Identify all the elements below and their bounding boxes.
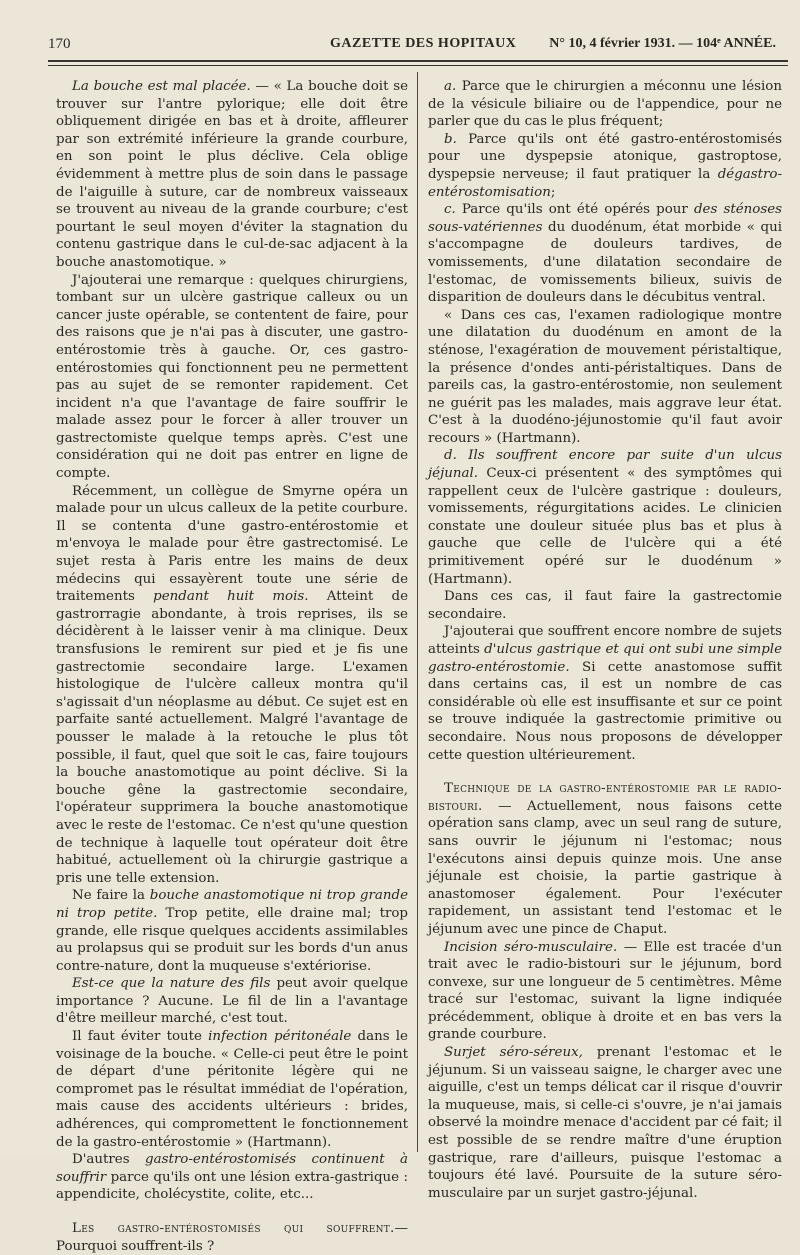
section-lead: La bouche est mal placée. [72, 79, 251, 94]
header-rule [48, 60, 788, 62]
section-heading: Technique de la gastro-entérostomie par le radio-bistouri. [428, 781, 782, 814]
column-divider [417, 72, 418, 1152]
paragraph-text: D'autres [72, 1152, 146, 1168]
paragraph-text: Ne faire la [72, 888, 150, 904]
paragraph: « Dans ces cas, l'examen radiologique montre une dilatation du duodénum en amont de la sténose, l'exagération de mouvement péristaltique, la présence d'ondes anti-péristaltiques. Dans de pareils cas, la gastro-entérostomie, non seulement ne guérit pas les malades, mais aggrave leur état. C'est à la duodéno-jéjunostomie qu'il faut avoir recours » (Hartmann). [428, 307, 782, 446]
paragraph-text: — « La bouche doit se trouver sur l'antre pylorique; elle doit être obliquement dirigée en bas et à droite, affleurer par son extrémité inférieure la grande courbure, en son point le plus déclive. Cela oblige évidemment à mettre plus de soin dans le passage de l'aiguille à suture, car de nombreux vaisseaux se trouvent au niveau de la grande courbure; c'est pourtant le seul moyen d'éviter la stagnation du contenu gastrique dans le cul-de-sac adjacent à la bouche anastomotique. » [56, 79, 408, 270]
page-header [48, 34, 788, 58]
paragraph [56, 483, 408, 888]
emphasis: dégastro-entérostomisation [428, 166, 782, 200]
paragraph-text: Atteint de gastrorragie abondante, à trois reprises, ils se décidèrent à le laisser venir à ma clinique. Deux transfusions le remirent sur pied et je fis une gastrectomie secondaire large. L'examen histologique de l'ulcère calleux montra qu'il s'agissait d'un néoplasme au début. Ce sujet est en parfaite santé actuellement. Malgré l'avantage de pousser le malade à la retouche le plus tôt possible, il faut, quel que soit le cas, faire toujours la bouche anastomotique au point déclive. Si la bouche gêne la gastrectomie secondaire, l'opérateur supprimera la bouche anastomotique avec le reste de l'estomac. Ce n'est qu'une question de technique à laquelle tout opérateur doit être habitué, actuellement où la chirurgie gastrique a pris une telle extension. [56, 589, 409, 886]
paragraph [56, 78, 408, 272]
paragraph [56, 1151, 408, 1204]
emphasis: bouche anastomotique ni trop grande ni trop petite. [56, 888, 408, 921]
paragraph [56, 975, 408, 1028]
emphasis: Incision séro-musculaire. [444, 939, 618, 955]
page-number: 170 [48, 36, 71, 52]
list-marker: c. [444, 202, 456, 218]
paragraph-text: prenant l'estomac et le jéjunum. Si un vaisseau saigne, le charger avec une aiguille, c'est un temps délicat car il risque d'ouvrir la muqueuse, mais, si celle-ci s'ouvre, je n'ai jamais observé la moindre menace d'accident par cé fait; il est possible de se rendre maître d'une éruption gastrique, rare d'ailleurs, puisque l'estomac a toujours été lavé. Poursuite de la suture séro-musculaire par un surjet gastro-jéjunal. [428, 1045, 782, 1201]
paragraph-text: ; [550, 184, 556, 200]
paragraph-text: Si cette anastomose suffit dans certains cas, il est un nombre de cas considérable où elle est insuffisante et sur ce point se trouve indiquée la gastrectomie primitive ou secondaire. Nous nous proposons de développer cette question ultérieurement. [428, 659, 782, 763]
paragraph-text: dans le voisinage de la bouche. « Celle-ci peut être le point de départ d'une péritonite légère qui ne compromet pas le résultat immédiat de l'opération, mais cause des accidents ultérieurs : brides, adhérences, qui compromettent le fonctionnement de la gastro-entérostomie » (Hartmann). [56, 1029, 408, 1150]
emphasis: Est-ce que la nature des fils [72, 976, 271, 992]
paragraph-text: Parce qu'ils ont été opérés pour [455, 202, 694, 218]
paragraph-text: du duodénum, état morbide « qui s'accompagne de douleurs tardives, de vomissements, d'une dilatation secondaire de l'estomac, de vomissements bilieux, suivis de disparition de douleurs dans le décubitus ventral. [428, 219, 782, 306]
paragraph-text: — Actuellement, nous faisons cette opération sans clamp, avec un seul rang de suture, sans ouvrir le jéjunum ni l'estomac; nous l'exécutons ainsi depuis quinze mois. Une anse jéjunale est choisie, la partie gastrique à anastomoser également. Pour l'exécuter rapidement, un assistant tend l'estomac et le jéjunum avec une pince de Chaput. [428, 798, 782, 937]
list-marker: b. [444, 131, 457, 147]
emphasis: gastro-entérostomisés continuent à souffrir [56, 1152, 408, 1185]
paragraph-text: J'ajouterai que souffrent encore nombre de sujets atteints [428, 624, 782, 657]
paragraph-text: Parce que le chirurgien a méconnu une lésion de la vésicule biliaire ou de l'appendice, pour ne parler que du cas le plus fréquent; [428, 79, 782, 130]
emphasis: d. Ils souffrent encore par suite d'un ulcus jéjunal. [428, 448, 782, 482]
paragraph [428, 201, 782, 307]
header-rule-thin [48, 65, 788, 66]
paragraph-text: Il faut éviter toute [72, 1029, 209, 1045]
section-heading: Les gastro-entérostomisés qui souffrent. [72, 1221, 395, 1236]
paragraph-text: Trop petite, elle draine mal; trop grande, elle risque quelques accidents assimilables au prolapsus qui se produit sur les bords d'un anus contre-nature, dont la muqueuse s'extériorise. [56, 905, 408, 974]
list-marker: a. [444, 79, 457, 94]
paragraph-text: parce qu'ils ont une lésion extra-gastrique : appendicite, cholécystite, colite, etc... [56, 1169, 408, 1203]
paragraph [428, 78, 782, 131]
emphasis: des sténoses sous-vatériennes [428, 202, 782, 235]
emphasis: d'ulcus gastrique et qui ont subi une simple gastro-entérostomie. [428, 642, 782, 675]
journal-title: GAZETTE DES HOPITAUX [330, 36, 517, 51]
paragraph [428, 447, 782, 588]
paragraph [428, 1044, 782, 1202]
paragraph: Dans ces cas, il faut faire la gastrectomie secondaire. [428, 589, 782, 622]
paragraph [56, 1028, 408, 1151]
paragraph-text: — Pourquoi souffrent-ils ? [56, 1221, 408, 1254]
paragraph-text: peut avoir quelque importance ? Aucune. Le fil de lin a l'avantage d'être meilleur marché, c'est tout. [56, 976, 408, 1027]
issue-info: N° 10, 4 février 1931. — 104ᵉ ANNÉE. [549, 36, 776, 51]
paragraph-text: Parce qu'ils ont été gastro-entérostomisés pour une dyspepsie atonique, gastroptose, dyspepsie nerveuse; il faut pratiquer la [428, 131, 782, 182]
paragraph-text: — Elle est tracée d'un trait avec le radio-bistouri sur le jéjunum, bord convexe, sur une longueur de 5 centimètres. Même tracé sur l'estomac, suivant la ligne indiquée précédemment, oblique à droite et en bas vers la grande courbure. [428, 939, 782, 1043]
left-column [56, 78, 408, 1255]
paragraph [428, 131, 782, 201]
paragraph [428, 939, 782, 1045]
paragraph [56, 887, 408, 975]
paragraph-text: Récemment, un collègue de Smyrne opéra un malade pour un ulcus calleux de la petite courbure. Il se contenta d'une gastro-entérostomie et m'envoya le malade pour être gastrectomisé. Le sujet resta à Paris entre les mains de deux médecins qui essayèrent toute une série de traitements [56, 483, 408, 605]
section-heading-paragraph [428, 780, 782, 938]
right-column [428, 78, 782, 1202]
emphasis: pendant huit mois. [153, 589, 309, 605]
paragraph: J'ajouterai une remarque : quelques chirurgiens, tombant sur un ulcère gastrique calleux ou un cancer juste opérable, se contentent de faire, pour des raisons que je n'ai pas à discuter, une gastro-entérostomie très à gauche. Or, ces gastro-entérostomies qui fonctionnent peu ne permettent pas au sujet de se remonter rapidement. Cet incident n'a que l'avantage de faire souffrir le malade assez pour le forcer à aller trouver un gastrectomiste quelque temps après. C'est une considération qui ne doit pas entrer en ligne de compte. [56, 272, 408, 482]
paragraph-text: Ceux-ci présentent « des symptômes qui rappellent ceux de l'ulcère gastrique : douleurs, vomissements, régurgitations acides. Le clinicien constate une douleur située plus bas et plus à gauche que celle de l'ulcère qui a été primitivement opéré sur le duodénum » (Hartmann). [428, 466, 782, 587]
emphasis: Surjet séro-séreux, [444, 1045, 583, 1061]
emphasis: infection péritonéale [208, 1029, 352, 1045]
section-heading-paragraph [56, 1220, 408, 1255]
paragraph [428, 623, 782, 764]
